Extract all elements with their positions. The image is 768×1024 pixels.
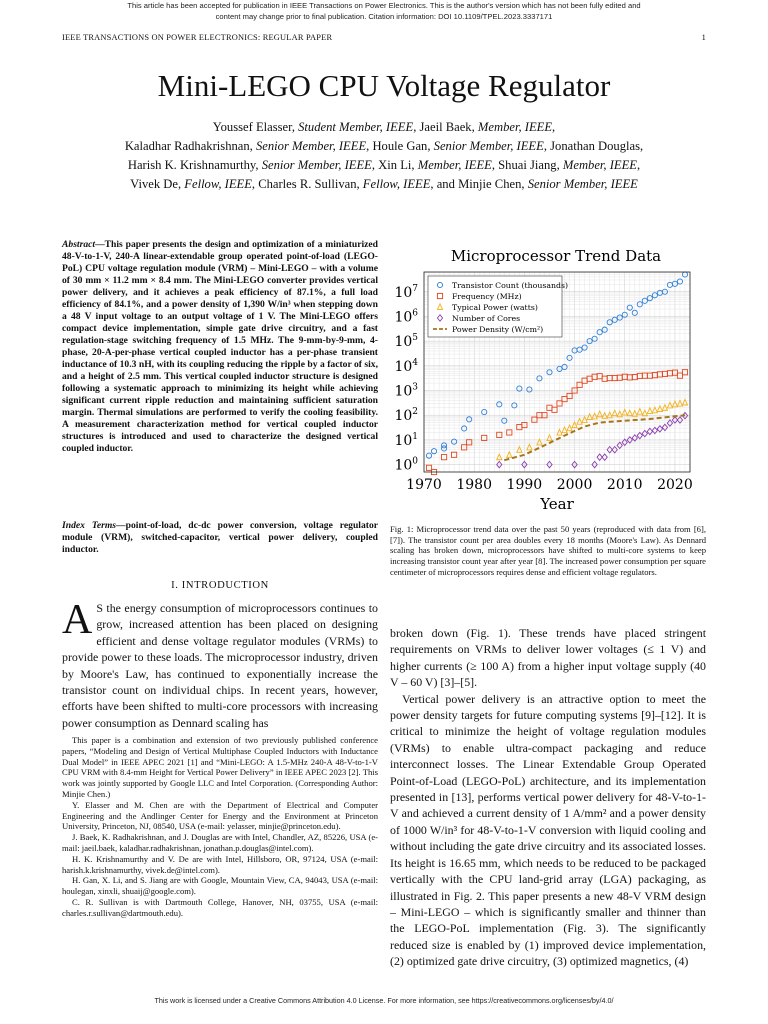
y-tick-labels bbox=[394, 284, 418, 474]
chart-legend bbox=[428, 276, 568, 337]
footnote: This paper is a combination and extension of two previously published conference papers, “Modeling and Design of Vertical Multiphase Coupled Inductors with Inductance Dual Model” in IEEE APEC 2021 [1] and “Mini-LEGO: A 1.5-MHz 240-A 48-V-to-1-V CPU VRM with 8.4-mm Height for Vertical Power Delivery” in IEEE APEC 2023 [2]. This work was jointly supported by Google LLC and Intel Corporation. (Corresponding Author: Minjie Chen.) bbox=[62, 735, 378, 799]
x-tick-label: 1970 bbox=[406, 477, 442, 493]
y-tick-label: $10^0$ bbox=[394, 456, 418, 474]
y-tick-label: $10^3$ bbox=[394, 382, 418, 400]
x-tick-label: 2010 bbox=[606, 477, 643, 493]
author-name: Harish K. Krishnamurthy bbox=[127, 158, 256, 172]
author-role: Member, IEEE bbox=[562, 158, 637, 172]
author-role: Fellow, IEEE bbox=[184, 177, 252, 191]
legend-label: Transistor Count (thousands) bbox=[452, 281, 569, 290]
footnote: J. Baek, K. Radhakrishnan, and J. Douglas are with Intel, Chandler, AZ, 85226, USA (e-mail: jaeil.baek, kaladhar.radhakrishnan, jonathan.p.douglas@intel.com). bbox=[62, 832, 378, 853]
legend-label: Typical Power (watts) bbox=[452, 303, 538, 312]
index-terms bbox=[62, 520, 378, 556]
author-name: Minjie Chen bbox=[458, 177, 522, 191]
author-role: Senior Member, IEEE bbox=[255, 139, 367, 153]
intro-paragraph bbox=[62, 597, 378, 731]
abstract-text: —This paper presents the design and optimization of a miniaturized 48-V-to-1-V, 240-A linear-extendable group operated point-of-load (LEGO-PoL) CPU voltage regulation module (VRM) – Mini-LEGO – with a volume of 30 mm × 11.2 mm × 8.4 mm. The Mini-LEGO converter provides vertical power delivery, and it achieves a peak efficiency of 87.1%, a full load efficiency of 84.1%, and a power density of 1,390 W/in³ when stepping down a 48 V input voltage to an output voltage of 1 V. The Mini-LEGO offers compact device implementation, simple gate drive circuitry, and a fast regulation-stage switching frequency of 1.5 MHz. The 9-mm-by-9-mm, 4-phase, 20-A-per-phase vertical coupled inductor has a per-phase transient inductance of 10.3 nH, with its coupling reducing the ripple by a factor of six, and a height of 2.5 mm. This vertical coupled inductor structure is designed following a systematic approach to minimizing its height while achieving significant current ripple reduction and maintaining sufficient saturation margin. Thermal simulations are performed to verify the cooling feasibility. A measurement characterization method for vertical coupled inductor structures is introduced and used to characterize the designed vertical coupled inductor. bbox=[62, 239, 378, 454]
author-name: Charles R. Sullivan bbox=[258, 177, 357, 191]
author-name: Shuai Jiang bbox=[498, 158, 557, 172]
author-name: Xin Li bbox=[378, 158, 412, 172]
author-role: Student Member, IEEE bbox=[298, 120, 414, 134]
footnote: H. Gan, X. Li, and S. Jiang are with Google, Mountain View, CA, 94043, USA (e-mail: houlegan, xinxli, shuaij@google.com). bbox=[62, 875, 378, 897]
footnotes bbox=[62, 735, 378, 919]
drop-cap: A bbox=[62, 597, 93, 643]
section-title: INTRODUCTION bbox=[181, 580, 269, 591]
y-tick-label: $10^2$ bbox=[394, 407, 418, 425]
author-name: Youssef Elasser bbox=[212, 120, 292, 134]
legend-label: Frequency (MHz) bbox=[452, 292, 522, 301]
x-tick-label: 1990 bbox=[506, 477, 543, 493]
author-name: Kaladhar Radhakrishnan bbox=[124, 139, 250, 153]
notice-line-2: content may change prior to final publication. Citation information: DOI 10.1109/TPEL.2023.3337171 bbox=[215, 12, 553, 21]
author-name: Jonathan Douglas bbox=[550, 139, 641, 153]
author-role: Fellow, IEEE bbox=[362, 177, 431, 191]
x-tick-label: 1980 bbox=[456, 477, 493, 493]
section-heading bbox=[62, 580, 378, 591]
index-terms-label: Index Terms bbox=[62, 520, 117, 531]
section-number: I. bbox=[171, 580, 179, 591]
x-tick-label: 2000 bbox=[556, 477, 593, 493]
chart-title: Microprocessor Trend Data bbox=[450, 247, 662, 265]
publication-notice bbox=[0, 0, 768, 22]
page-number: 1 bbox=[701, 33, 706, 42]
author-role: Senior Member, IEEE bbox=[433, 139, 544, 153]
notice-line-1: This article has been accepted for publication in IEEE Transactions on Power Electronics. This is the author's version which has not been fully edited and bbox=[127, 1, 641, 10]
author-role: Member, IEEE bbox=[477, 120, 553, 134]
x-axis-label: Year bbox=[540, 495, 574, 513]
author-role: Senior Member, IEEE bbox=[527, 177, 638, 191]
body-paragraph: broken down (Fig. 1). These trends have placed stringent requirements on VRMs to deliver lower voltages (≤ 1 V) and higher currents (≥ 100 A) from a higher input voltage supply (40 V – 60 V) [3]–[5]. bbox=[390, 626, 706, 690]
license-notice: This work is licensed under a Creative Commons Attribution 4.0 License. For more information, see https://creativecommons.org/licenses/by/4.0/ bbox=[154, 996, 614, 1005]
footnote: Y. Elasser and M. Chen are with the Department of Electrical and Computer Engineering and the Andlinger Center for Energy and the Environment at Princeton University, Princeton, NJ, 08540, USA (e-mail: yelasser, minjie@princeton.edu). bbox=[62, 799, 378, 832]
footnote: H. K. Krishnamurthy and V. De are with Intel, Hillsboro, OR, 97124, USA (e-mail: harish.k.krishnamurthy, vivek.de@intel.com). bbox=[62, 853, 378, 875]
y-tick-label: $10^1$ bbox=[394, 431, 418, 449]
x-tick-label: 2020 bbox=[657, 477, 693, 493]
paper-title: Mini-LEGO CPU Voltage Regulator bbox=[157, 68, 611, 103]
y-tick-label: $10^6$ bbox=[394, 308, 418, 326]
legend-label: Number of Cores bbox=[452, 314, 521, 323]
y-tick-label: $10^7$ bbox=[394, 283, 418, 301]
abstract bbox=[62, 239, 378, 455]
running-header bbox=[62, 33, 706, 42]
body-paragraph: Vertical power delivery is an attractive option to meet the power density targets for future computing systems [9]–[12]. It is critical to minimize the height of voltage regulation modules (VRMs) to enable ultra-compact packaging and reduce interconnect losses. The Linear Extendable Group Operated Point-of-Load (LEGO-PoL) architecture, and its implementation presented in [13], performs vertical power delivery for 48-V-to-1-V and achieved a current density of 1 A/mm² and a power density of 1000 W/in³ for 48-V-to-1-V conversion with liquid cooling and without including the gate drive circuitry and its associated losses. Its height is 16.65 mm, which needs to be reduced to be packaged vertically with the CPU land-grid array (LGA) packaging, as illustrated in Fig. 2. This paper presents a new 48-V VRM design – Mini-LEGO – which is significantly smaller and thinner than the LEGO-PoL implementation (Fig. 3). The significantly reduced size is enabled by (1) improved device implementation, (2) optimized gate drive circuitry, (3) optimized magnetics, (4) bbox=[390, 691, 706, 969]
figure-caption: Fig. 1: Microprocessor trend data over the past 50 years (reproduced with data from [6], [7]). The transistor count per area doubles every 18 months (Moore's Law). As Dennard scaling has broken down, microprocessors have shifted to multi-core systems to keep increasing transistor count year after year [8]. The increased power consumption per square centimeter of microprocessors requires dense and efficient voltage regulators. bbox=[390, 524, 706, 577]
journal-name: IEEE TRANSACTIONS ON POWER ELECTRONICS: REGULAR PAPER bbox=[62, 33, 333, 42]
author-role: Member, IEEE bbox=[417, 158, 492, 172]
y-tick-label: $10^4$ bbox=[394, 357, 418, 375]
footnote: C. R. Sullivan is with Dartmouth College, Hanover, NH, 03755, USA (e-mail: charles.r.sullivan@dartmouth.edu). bbox=[62, 896, 378, 918]
abstract-label: Abstract bbox=[62, 239, 96, 250]
index-terms-text: —point-of-load, dc-dc power conversion, voltage regulator module (VRM), switched-capacitor, vertical power delivery, coupled inductor. bbox=[62, 520, 378, 555]
author-name: Vivek De bbox=[130, 177, 178, 191]
x-tick-labels bbox=[406, 477, 693, 493]
author-name: Jaeil Baek bbox=[419, 120, 472, 134]
intro-text: S the energy consumption of microprocessors continues to grow, increased attention has been placed on designing efficient and dense voltage regulator modules (VRMs) to provide power to these loads. The microprocessor industry, driven by Moore's Law, has continued to exponentially increase the transistor count on individual chips. In recent years, however, efforts have been shifted to multi-core processors with increasing power consumption as Dennard scaling has bbox=[62, 601, 378, 730]
author-name: Houle Gan bbox=[372, 139, 428, 153]
author-list: Youssef Elasser, Student Member, IEEE, Jaeil Baek, Member, IEEE, Kaladhar Radhakrishnan, Senior Member, IEEE, Houle Gan, Senior Member, IEEE, Jonathan Douglas, Harish K. Krishnamurthy, Senior Member, IEEE, Xin Li, Member, IEEE, Shuai Jiang, Member, IEEE, Vivek De, Fellow, IEEE, Charles R. Sullivan, Fellow, IEEE, and Minjie Chen, Senior Member, IEEE bbox=[124, 120, 644, 191]
right-column-text bbox=[390, 625, 706, 970]
y-tick-label: $10^5$ bbox=[394, 333, 418, 351]
author-role: Senior Member, IEEE bbox=[261, 158, 372, 172]
legend-label: Power Density (W/cm²) bbox=[452, 325, 544, 334]
trend-chart bbox=[390, 240, 706, 520]
